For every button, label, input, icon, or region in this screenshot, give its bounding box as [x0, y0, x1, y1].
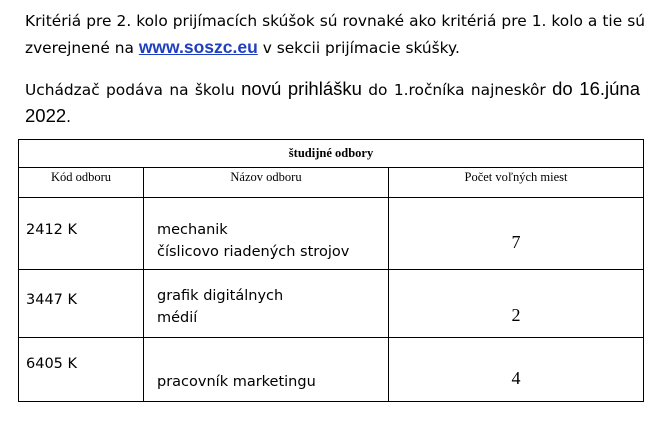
criteria-paragraph [25, 8, 645, 61]
table-row [19, 338, 644, 402]
program-name-line: pracovník marketingu [157, 374, 316, 390]
program-name [144, 270, 389, 338]
notice-deadline: do 16.júna 2022 [25, 78, 640, 126]
program-code: 6405 K [19, 338, 144, 402]
table-title: študijné odbory [19, 140, 644, 168]
program-name-line: číslicovo riadených strojov [157, 244, 350, 260]
criteria-text-tail: v sekcii prijímacie skúšky. [257, 39, 460, 57]
program-name-line: médií [157, 310, 198, 326]
header-name: Názov odboru [144, 168, 389, 198]
notice-text-2: do 1.ročníka najneskôr [361, 81, 553, 99]
table-row [19, 270, 644, 338]
free-places-count: 2 [389, 270, 644, 338]
school-website-link[interactable]: www.soszc.eu [138, 37, 258, 57]
notice-text-1: Uchádzač podáva na školu [25, 81, 242, 99]
table-row [19, 198, 644, 270]
program-name [144, 338, 389, 402]
program-name-line: mechanik [157, 222, 228, 238]
notice-text-3: . [66, 108, 72, 126]
header-count: Počet voľných miest [389, 168, 644, 198]
notice-new-application: novú prihlášku [241, 78, 362, 99]
criteria-text: Kritériá pre 2. kolo prijímacích skúšok sú rovnaké ako kritériá pre 1. kolo a tie sú zverejnené na [25, 12, 645, 57]
program-name-line: grafik digitálnych [157, 288, 284, 304]
free-places-count: 7 [389, 198, 644, 270]
program-code: 3447 K [19, 270, 144, 338]
application-notice [25, 76, 640, 130]
free-places-count: 4 [389, 338, 644, 402]
study-programs-table [18, 139, 644, 402]
program-code: 2412 K [19, 198, 144, 270]
program-name [144, 198, 389, 270]
header-code: Kód odboru [19, 168, 144, 198]
